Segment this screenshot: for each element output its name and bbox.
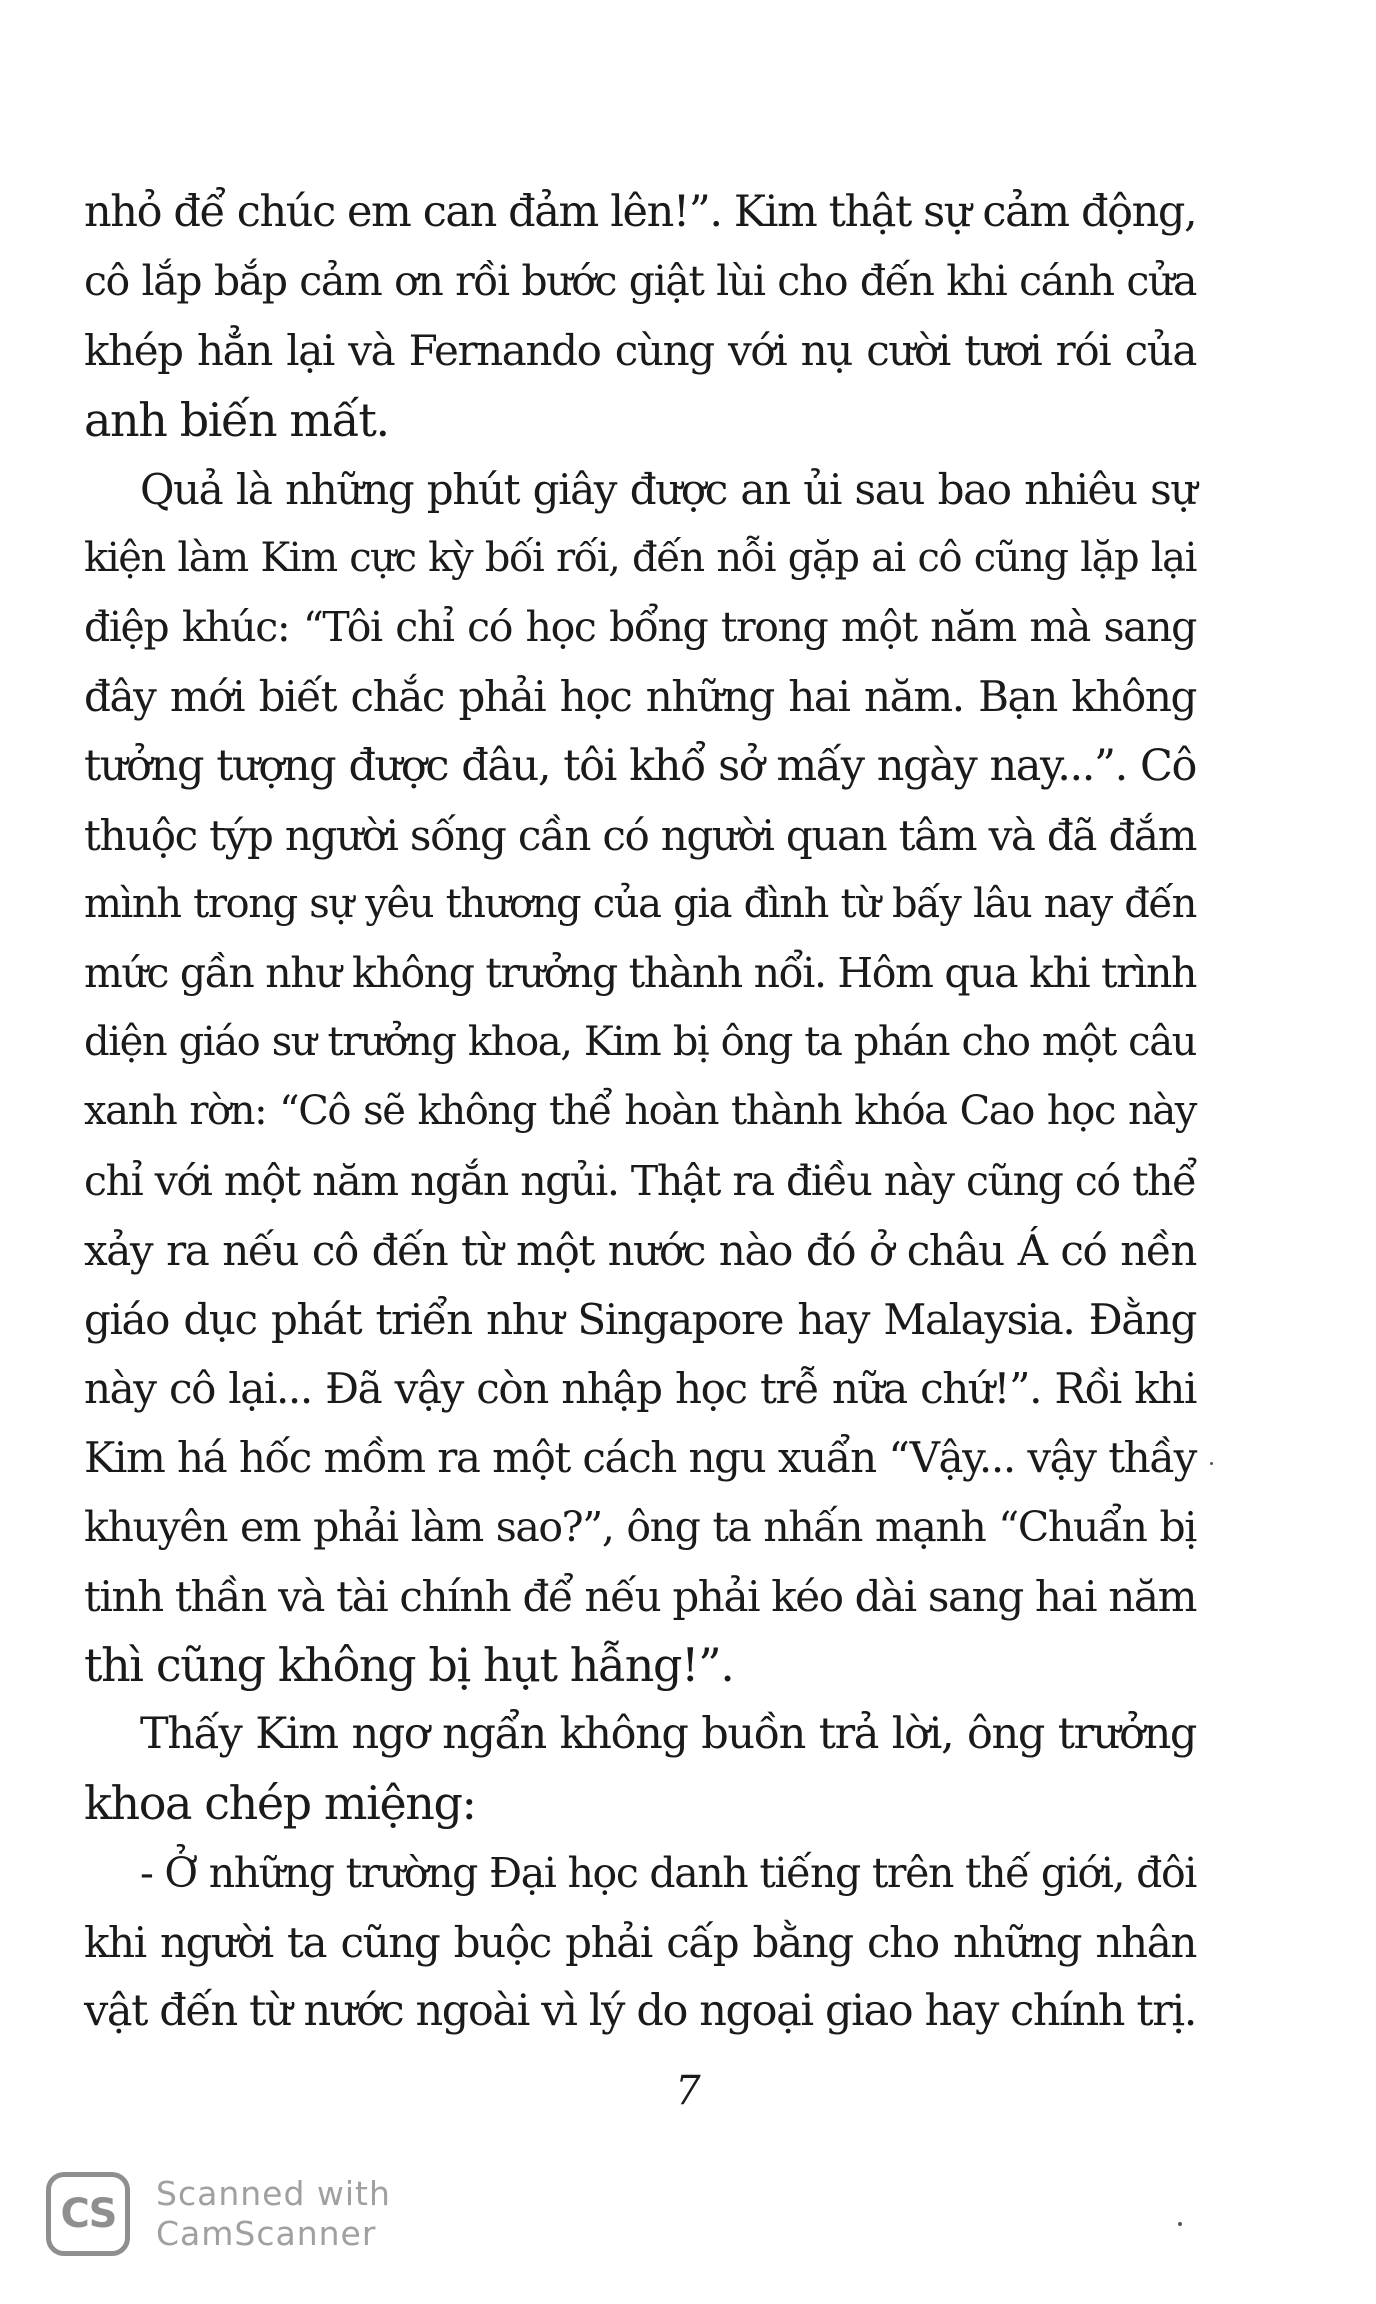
text-line: tưởng tượng được đâu, tôi khổ sở mấy ngày nay...”. Cô	[84, 740, 1196, 791]
text-line: khi người ta cũng buộc phải cấp bằng cho những nhân	[84, 1917, 1196, 1967]
text-line: - Ở những trường Đại học danh tiếng trên thế giới, đôi	[140, 1848, 1196, 1897]
text-line: vật đến từ nước ngoài vì lý do ngoại giao hay chính trị.	[84, 1985, 1196, 2036]
text-line: mức gần như không trưởng thành nổi. Hôm qua khi trình	[84, 949, 1196, 998]
text-line: mình trong sự yêu thương của gia đình từ bấy lâu nay đến	[84, 880, 1196, 927]
text-line: cô lắp bắp cảm ơn rồi bước giật lùi cho đến khi cánh cửa	[84, 257, 1196, 306]
text-line: Quả là những phút giây được an ủi sau bao nhiêu sự	[140, 464, 1196, 514]
text-line: này cô lại... Đã vậy còn nhập học trễ nữa chứ!”. Rồi khi	[84, 1364, 1196, 1414]
watermark-line-1: Scanned with	[156, 2174, 391, 2213]
text-line: anh biến mất.	[84, 392, 389, 447]
camscanner-watermark	[46, 2154, 391, 2274]
text-line: xảy ra nếu cô đến từ một nước nào đó ở châu Á có nền	[84, 1225, 1196, 1275]
text-line: tinh thần và tài chính để nếu phải kéo dài sang hai năm	[84, 1571, 1196, 1621]
text-line: giáo dục phát triển như Singapore hay Malaysia. Đằng	[84, 1295, 1196, 1344]
watermark-text	[156, 2174, 391, 2254]
text-line: xanh rờn: “Cô sẽ không thể hoàn thành khóa Cao học này	[84, 1088, 1196, 1135]
text-line: chỉ với một năm ngắn ngủi. Thật ra điều này cũng có thể	[84, 1156, 1196, 1205]
body-text	[84, 178, 1196, 2046]
text-line: thuộc týp người sống cần có người quan tâm và đã đắm	[84, 810, 1196, 860]
text-line: nhỏ để chúc em can đảm lên!”. Kim thật sự cảm động,	[84, 187, 1197, 237]
text-line: khuyên em phải làm sao?”, ông ta nhấn mạnh “Chuẩn bị	[84, 1502, 1196, 1551]
text-line: Thấy Kim ngơ ngẩn không buồn trả lời, ông trưởng	[140, 1709, 1196, 1760]
page-number: 7	[675, 2068, 701, 2114]
text-line: Kim há hốc mồm ra một cách ngu xuẩn “Vậy... vậy thầy	[84, 1433, 1196, 1483]
text-line: kiện làm Kim cực kỳ bối rối, đến nỗi gặp ai cô cũng lặp lại	[84, 534, 1196, 581]
camscanner-logo-icon: CS	[46, 2172, 130, 2256]
watermark-line-2: CamScanner	[156, 2214, 377, 2253]
text-line: khoa chép miệng:	[84, 1776, 476, 1831]
text-line: đây mới biết chắc phải học những hai năm. Bạn không	[84, 672, 1196, 722]
text-line: khép hẳn lại và Fernando cùng với nụ cười tươi rói của	[84, 326, 1196, 376]
text-line: diện giáo sư trưởng khoa, Kim bị ông ta phán cho một câu	[84, 1019, 1196, 1066]
text-line: thì cũng không bị hụt hẫng!”.	[84, 1637, 734, 1692]
scan-speck	[1210, 1462, 1213, 1465]
text-line: điệp khúc: “Tôi chỉ có học bổng trong một năm mà sang	[84, 603, 1196, 652]
scan-speck	[1178, 2222, 1182, 2226]
